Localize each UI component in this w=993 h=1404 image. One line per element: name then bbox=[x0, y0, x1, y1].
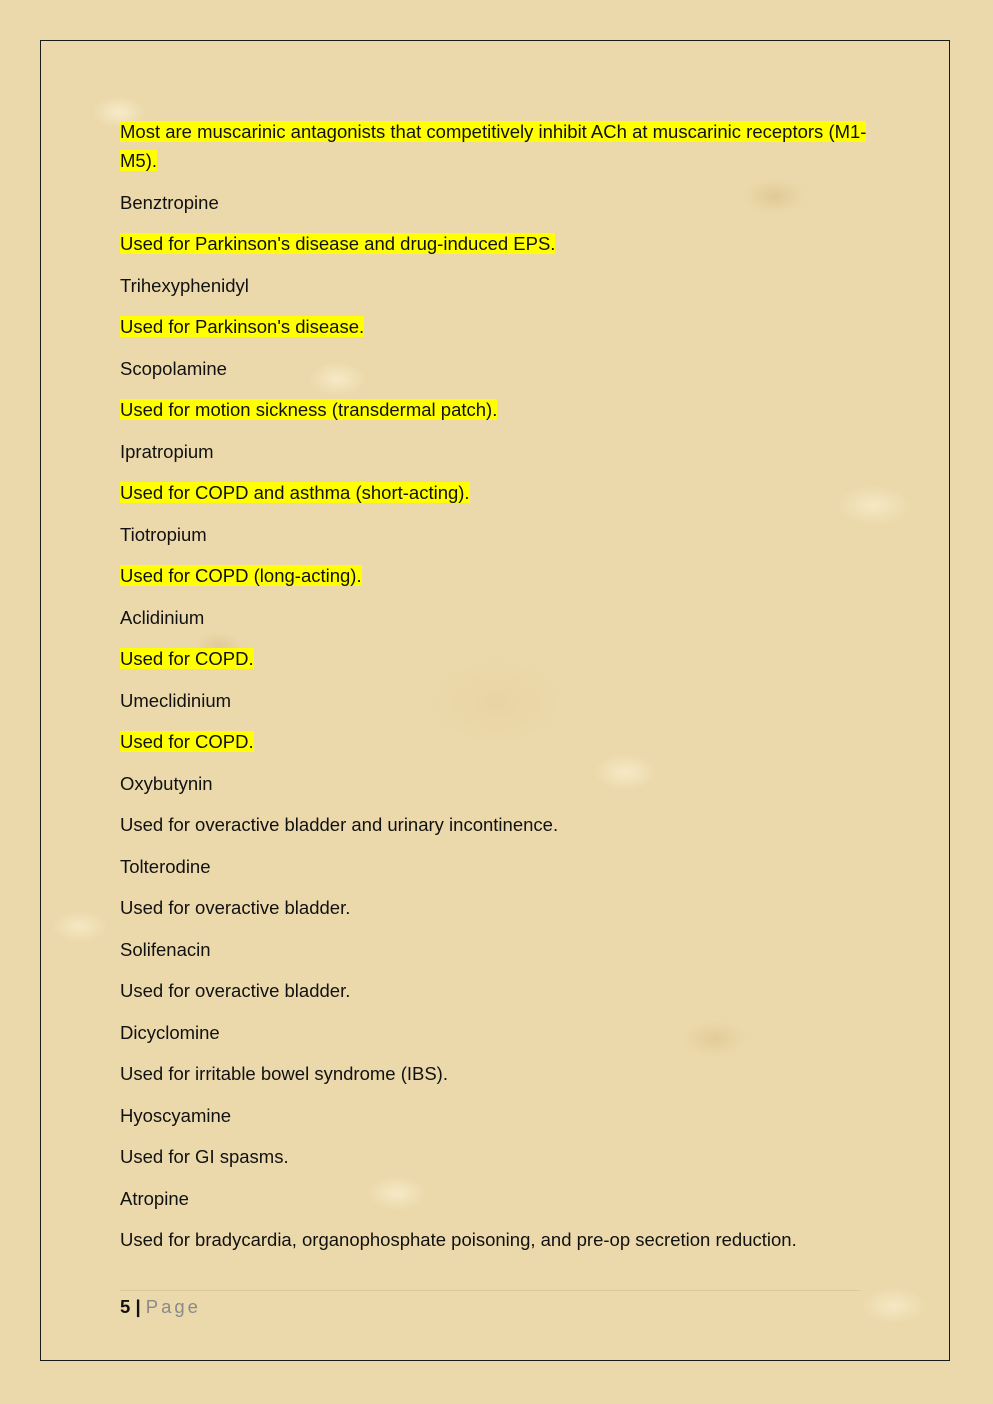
paragraph-text: Used for COPD. bbox=[120, 731, 254, 752]
paragraph bbox=[120, 686, 880, 715]
paragraph-text: Used for overactive bladder. bbox=[120, 897, 351, 918]
highlighted-paragraph bbox=[120, 644, 880, 673]
paragraph-text: Atropine bbox=[120, 1187, 189, 1209]
highlighted-paragraph bbox=[120, 312, 880, 341]
highlighted-paragraph bbox=[120, 395, 880, 424]
paragraph bbox=[120, 852, 880, 881]
paragraph-text: Tiotropium bbox=[120, 523, 207, 545]
highlighted-paragraph bbox=[120, 478, 880, 507]
paragraph-text: Hyoscyamine bbox=[120, 1104, 232, 1126]
paragraph bbox=[120, 271, 880, 300]
paragraph bbox=[120, 1018, 880, 1047]
paragraph bbox=[120, 1225, 880, 1254]
paragraph-text: Used for bradycardia, organophosphate poisoning, and pre-op secretion reduction. bbox=[120, 1229, 797, 1250]
paragraph-text: Most are muscarinic antagonists that competitively inhibit ACh at muscarinic receptors (M1-M5). bbox=[120, 121, 867, 171]
paragraph-text: Used for overactive bladder. bbox=[120, 980, 351, 1001]
paragraph bbox=[120, 769, 880, 798]
paragraph-text: Solifenacin bbox=[120, 938, 211, 960]
paragraph bbox=[120, 603, 880, 632]
paragraph bbox=[120, 354, 880, 383]
paragraph bbox=[120, 1059, 880, 1088]
document-body bbox=[120, 117, 880, 1267]
paragraph-text: Used for GI spasms. bbox=[120, 1146, 289, 1167]
paragraph bbox=[120, 976, 880, 1005]
paragraph-text: Oxybutynin bbox=[120, 772, 213, 794]
paragraph-text: Trihexyphenidyl bbox=[120, 274, 249, 296]
page-label: Page bbox=[145, 1296, 201, 1317]
paragraph bbox=[120, 1101, 880, 1130]
paragraph-text: Benztropine bbox=[120, 191, 219, 213]
paragraph-text: Used for overactive bladder and urinary incontinence. bbox=[120, 814, 559, 835]
page-number: 5 bbox=[120, 1296, 131, 1317]
footer-divider bbox=[120, 1290, 860, 1291]
paragraph-text: Used for COPD and asthma (short-acting). bbox=[120, 482, 470, 503]
paragraph-text: Tolterodine bbox=[120, 855, 211, 877]
paragraph-text: Used for Parkinson's disease. bbox=[120, 316, 365, 337]
paragraph bbox=[120, 935, 880, 964]
highlighted-paragraph bbox=[120, 229, 880, 258]
footer-separator: | bbox=[135, 1296, 141, 1317]
paragraph bbox=[120, 810, 880, 839]
paragraph-text: Used for irritable bowel syndrome (IBS). bbox=[120, 1063, 448, 1084]
paragraph-text: Umeclidinium bbox=[120, 689, 232, 711]
paragraph-text: Scopolamine bbox=[120, 357, 227, 379]
highlighted-paragraph bbox=[120, 727, 880, 756]
highlighted-paragraph bbox=[120, 561, 880, 590]
highlighted-paragraph bbox=[120, 117, 880, 175]
paragraph-text: Dicyclomine bbox=[120, 1021, 220, 1043]
paragraph bbox=[120, 1142, 880, 1171]
paragraph-text: Ipratropium bbox=[120, 440, 214, 462]
paragraph-text: Used for motion sickness (transdermal patch). bbox=[120, 399, 498, 420]
paragraph bbox=[120, 520, 880, 549]
page-footer bbox=[120, 1294, 201, 1320]
paragraph bbox=[120, 437, 880, 466]
paragraph-text: Used for COPD. bbox=[120, 648, 254, 669]
paragraph-text: Aclidinium bbox=[120, 606, 205, 628]
paragraph bbox=[120, 893, 880, 922]
paragraph bbox=[120, 188, 880, 217]
paragraph-text: Used for COPD (long-acting). bbox=[120, 565, 362, 586]
paragraph-text: Used for Parkinson's disease and drug-induced EPS. bbox=[120, 233, 556, 254]
paragraph bbox=[120, 1184, 880, 1213]
